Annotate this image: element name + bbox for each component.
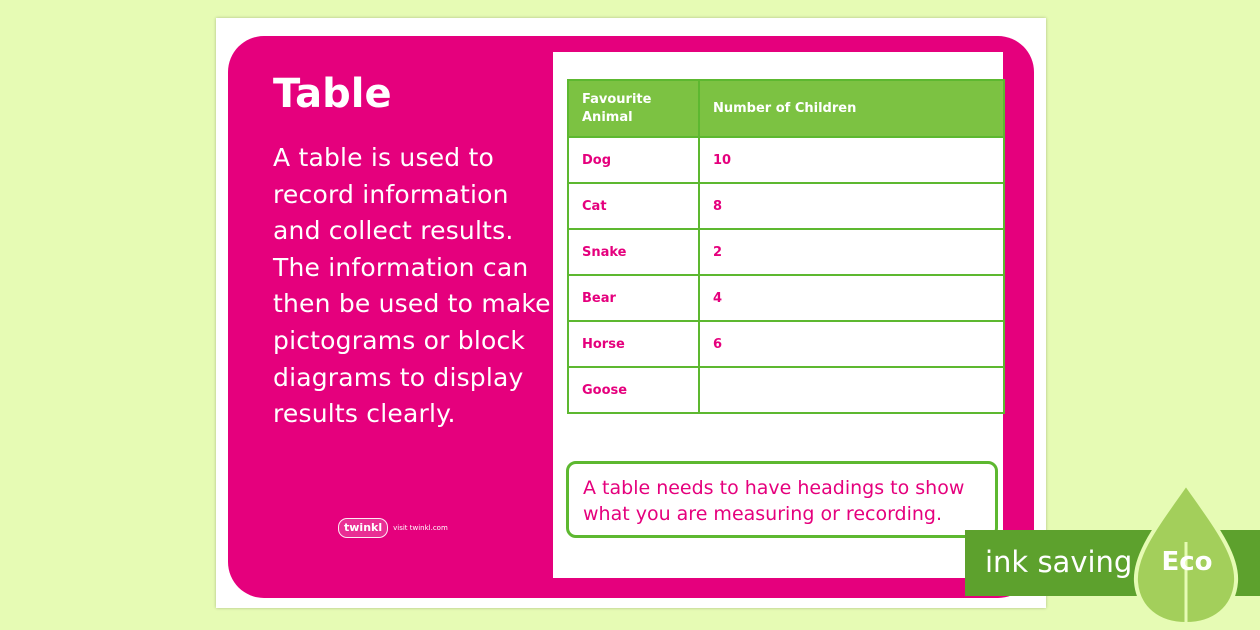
twinkl-url-text: visit twinkl.com: [393, 524, 448, 532]
animal-cell: Cat: [568, 183, 699, 229]
count-cell: 2: [699, 229, 1004, 275]
count-cell: 10: [699, 137, 1004, 183]
animal-cell: Snake: [568, 229, 699, 275]
count-cell: 8: [699, 183, 1004, 229]
twinkl-logo-mark: twinkl: [338, 518, 388, 538]
ink-saving-label: ink saving: [985, 545, 1133, 579]
table-row: [568, 367, 1004, 413]
table-row: [568, 137, 1004, 183]
table-row: [568, 229, 1004, 275]
eco-word: Eco: [1161, 547, 1213, 577]
poster-description: A table is used to record information and collect results. The information can then be used to make pictograms or block diagrams to display results clearly.: [273, 143, 551, 429]
header-number-of-children: Number of Children: [699, 80, 1004, 137]
table-header-row: [568, 80, 1004, 137]
poster-title: Table: [273, 71, 392, 117]
animal-cell: Goose: [568, 367, 699, 413]
table-row: [568, 321, 1004, 367]
count-cell: 6: [699, 321, 1004, 367]
animal-cell: Dog: [568, 137, 699, 183]
favourite-animal-table: [567, 79, 1005, 414]
poster-sheet: [216, 18, 1046, 608]
table-row: [568, 183, 1004, 229]
animal-cell: Horse: [568, 321, 699, 367]
count-cell: 4: [699, 275, 1004, 321]
table-note-box: A table needs to have headings to show what you are measuring or recording.: [566, 461, 998, 538]
header-favourite-animal: Favourite Animal: [568, 80, 699, 137]
animal-cell: Bear: [568, 275, 699, 321]
count-cell: [699, 367, 1004, 413]
table-row: [568, 275, 1004, 321]
twinkl-logo: [338, 518, 448, 538]
